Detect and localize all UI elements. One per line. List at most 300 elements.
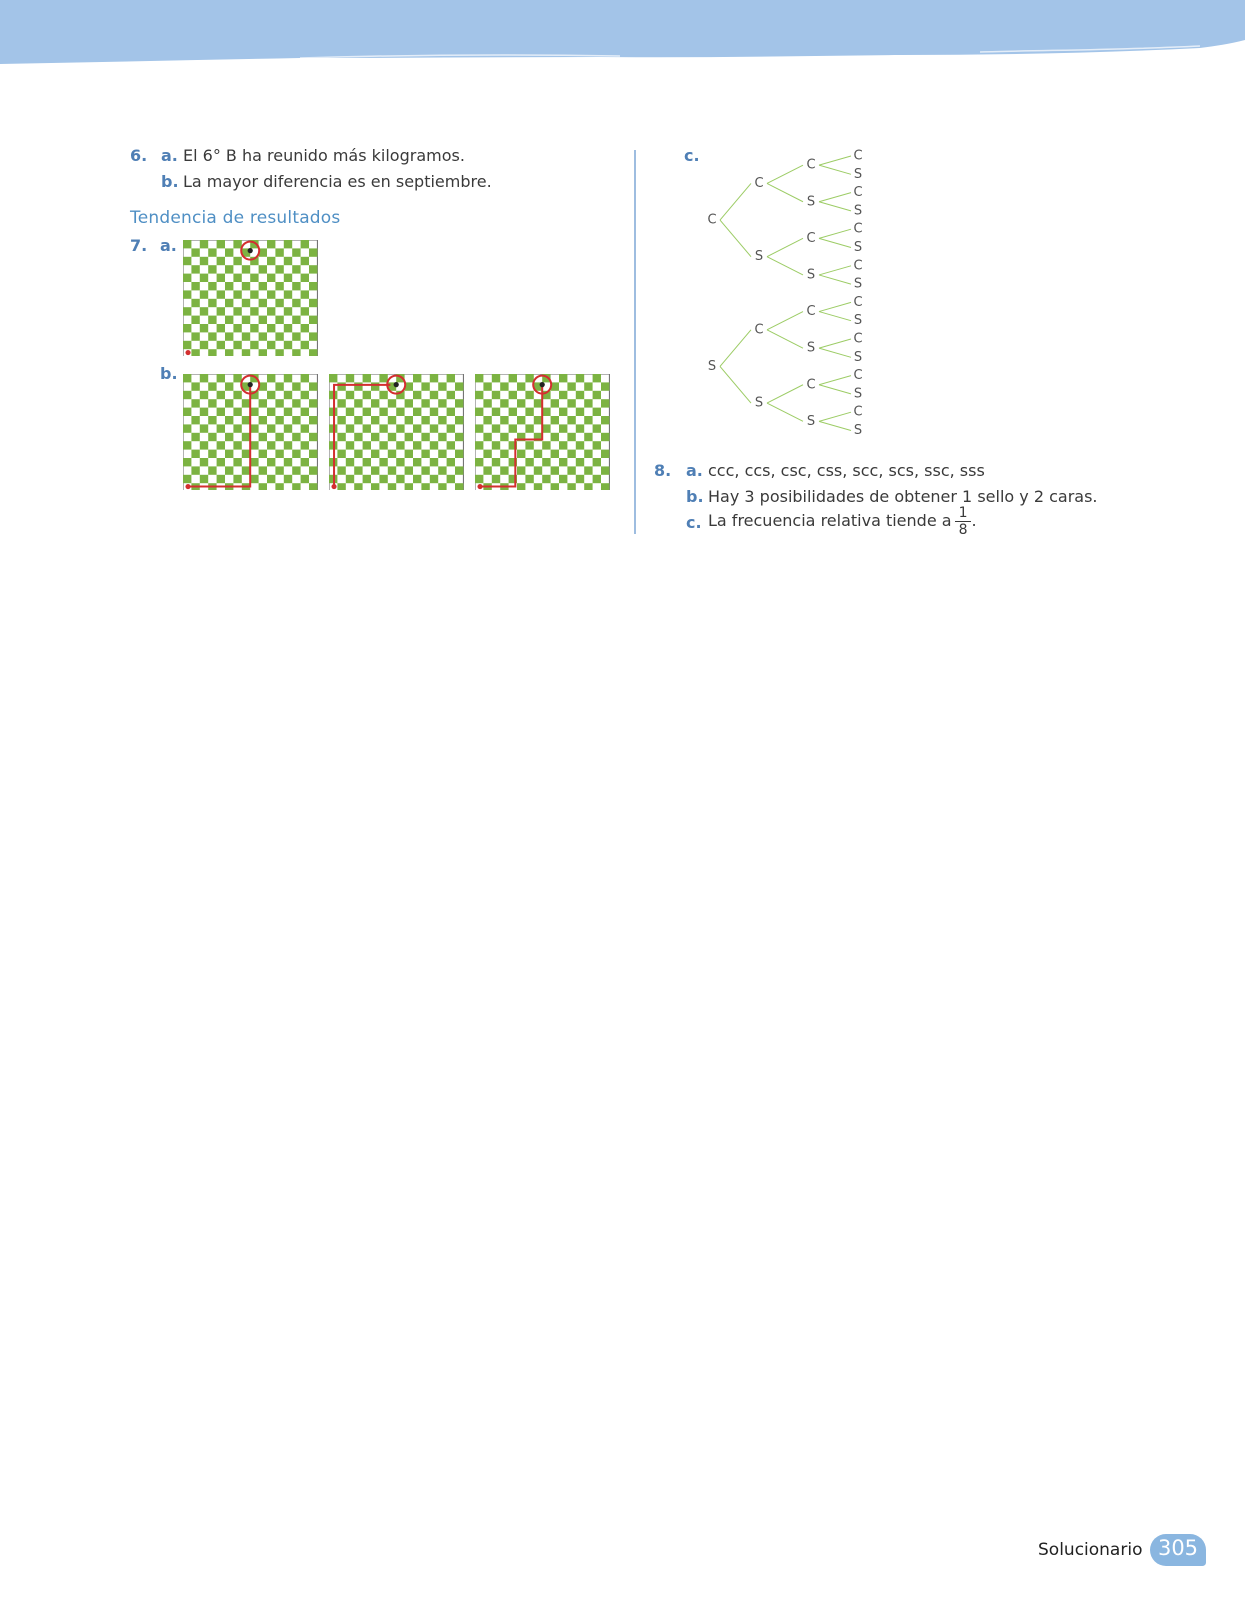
grid-cell xyxy=(346,475,354,483)
grid-cell xyxy=(413,374,421,382)
grid-cell xyxy=(275,248,283,256)
grid-cell xyxy=(388,399,396,407)
grid-cell xyxy=(183,324,191,332)
grid-cell xyxy=(208,316,216,324)
grid-cell xyxy=(379,391,387,399)
grid-cell xyxy=(447,424,455,432)
tree-branch xyxy=(767,312,803,330)
grid-7b-1 xyxy=(183,374,318,490)
grid-cell xyxy=(208,433,216,441)
answer-6b: La mayor diferencia es en septiembre. xyxy=(183,172,492,191)
grid-cell xyxy=(259,316,267,324)
grid-cell xyxy=(405,433,413,441)
grid-cell xyxy=(551,466,559,474)
grid-cell xyxy=(421,466,429,474)
grid-cell xyxy=(329,374,337,382)
grid-cell xyxy=(413,391,421,399)
grid-cell xyxy=(217,240,225,248)
grid-cell xyxy=(200,475,208,483)
grid-cell xyxy=(267,324,275,332)
grid-cell xyxy=(208,416,216,424)
grid-cell xyxy=(259,466,267,474)
grid-cell xyxy=(284,274,292,282)
grid-cell xyxy=(292,382,300,390)
grid-cell xyxy=(267,290,275,298)
grid-cell xyxy=(371,399,379,407)
header-band xyxy=(0,0,1245,70)
item-letter-8a: a. xyxy=(686,461,703,480)
tree-branch xyxy=(767,238,803,256)
grid-cell xyxy=(551,433,559,441)
tree-node-level4: C xyxy=(853,331,863,347)
grid-cell xyxy=(584,450,592,458)
tree-node-level4: S xyxy=(853,313,863,329)
grid-cell xyxy=(542,441,550,449)
tree-node-level4: S xyxy=(853,166,863,182)
grid-cell xyxy=(284,374,292,382)
tree-branch xyxy=(767,165,803,183)
tree-node-level3: C xyxy=(806,304,816,320)
grid-cell xyxy=(421,450,429,458)
grid-cell xyxy=(455,416,463,424)
grid-cell xyxy=(346,441,354,449)
grid-cell xyxy=(379,458,387,466)
grid-cell xyxy=(421,382,429,390)
grid-cell xyxy=(200,240,208,248)
grid-cell xyxy=(284,475,292,483)
start-dot xyxy=(185,484,190,489)
grid-cell xyxy=(601,483,609,490)
grid-cell xyxy=(250,290,258,298)
grid-cell xyxy=(509,391,517,399)
grid-cell xyxy=(309,466,317,474)
grid-cell xyxy=(292,349,300,356)
grid-cell xyxy=(475,391,483,399)
item-letter-8b: b. xyxy=(686,487,704,506)
grid-cell xyxy=(191,450,199,458)
grid-cell xyxy=(475,475,483,483)
grid-cell xyxy=(225,433,233,441)
grid-cell xyxy=(309,349,317,356)
tree-node-level3: S xyxy=(806,413,816,429)
grid-cell xyxy=(584,399,592,407)
grid-cell xyxy=(551,399,559,407)
tree-node-level2: C xyxy=(754,322,764,338)
grid-cell xyxy=(292,483,300,490)
tree-node-level4: C xyxy=(853,185,863,201)
grid-cell xyxy=(208,399,216,407)
grid-cell xyxy=(455,450,463,458)
grid-cell xyxy=(225,450,233,458)
grid-cell xyxy=(483,382,491,390)
answer-8c-text: La frecuencia relativa tiende a xyxy=(708,511,952,530)
grid-cell xyxy=(233,475,241,483)
grid-cell xyxy=(233,274,241,282)
tree-node-level4: S xyxy=(853,276,863,292)
grid-cell xyxy=(405,450,413,458)
tree-branch xyxy=(819,376,851,385)
grid-cell xyxy=(275,349,283,356)
grid-cell xyxy=(225,399,233,407)
grid-cell xyxy=(525,391,533,399)
grid-cell xyxy=(275,332,283,340)
grid-cell xyxy=(584,483,592,490)
grid-cell xyxy=(455,382,463,390)
tree-branch xyxy=(819,385,851,394)
grid-cell xyxy=(309,265,317,273)
grid-cell xyxy=(225,265,233,273)
tree-node-level3: C xyxy=(806,230,816,246)
grid-cell xyxy=(354,466,362,474)
grid-cell xyxy=(388,416,396,424)
grid-cell xyxy=(217,391,225,399)
grid-cell xyxy=(371,416,379,424)
grid-cell xyxy=(430,391,438,399)
grid-cell xyxy=(559,391,567,399)
grid-cell xyxy=(259,349,267,356)
grid-cell xyxy=(337,466,345,474)
grid-cell xyxy=(542,408,550,416)
tree-branch xyxy=(767,183,803,201)
page-number: 305 xyxy=(1157,1536,1199,1560)
grid-cell xyxy=(534,450,542,458)
grid-cell xyxy=(551,450,559,458)
grid-cell xyxy=(346,374,354,382)
grid-cell xyxy=(483,416,491,424)
grid-cell xyxy=(430,408,438,416)
grid-cell xyxy=(217,341,225,349)
grid-cell xyxy=(421,399,429,407)
grid-cell xyxy=(354,382,362,390)
grid-cell xyxy=(242,299,250,307)
grid-cell xyxy=(217,324,225,332)
grid-cell xyxy=(447,374,455,382)
grid-cell xyxy=(242,282,250,290)
grid-cell xyxy=(413,424,421,432)
grid-cell xyxy=(371,450,379,458)
grid-cell xyxy=(250,441,258,449)
grid-cell xyxy=(259,282,267,290)
grid-cell xyxy=(267,240,275,248)
grid-cell xyxy=(447,458,455,466)
grid-cell xyxy=(413,475,421,483)
grid-cell xyxy=(301,408,309,416)
grid-cell xyxy=(217,441,225,449)
grid-cell xyxy=(379,441,387,449)
grid-cell xyxy=(301,307,309,315)
grid-cell xyxy=(455,399,463,407)
start-dot xyxy=(477,484,482,489)
grid-cell xyxy=(259,399,267,407)
tree-node-level4: S xyxy=(853,423,863,438)
grid-cell xyxy=(183,374,191,382)
grid-cell xyxy=(534,466,542,474)
tree-node-level2: C xyxy=(754,175,764,191)
grid-cell xyxy=(183,391,191,399)
grid-cell xyxy=(233,391,241,399)
grid-cell xyxy=(388,483,396,490)
item-letter-6a: a. xyxy=(161,146,178,165)
question-number-7: 7. xyxy=(130,236,148,255)
grid-cell xyxy=(292,316,300,324)
fraction xyxy=(955,505,972,538)
probability-tree xyxy=(700,148,880,448)
grid-cell xyxy=(183,307,191,315)
grid-cell xyxy=(301,341,309,349)
tree-branch xyxy=(767,403,803,421)
grid-cell xyxy=(208,265,216,273)
grid-cell xyxy=(542,458,550,466)
grid-cell xyxy=(242,450,250,458)
tree-branch xyxy=(819,156,851,165)
grid-cell xyxy=(292,282,300,290)
grid-cell xyxy=(275,382,283,390)
grid-cell xyxy=(267,441,275,449)
grid-cell xyxy=(525,408,533,416)
grid-cell xyxy=(225,299,233,307)
grid-cell xyxy=(301,441,309,449)
tree-branch xyxy=(720,183,751,220)
grid-cell xyxy=(371,466,379,474)
grid-cell xyxy=(284,324,292,332)
grid-cell xyxy=(233,290,241,298)
grid-cell xyxy=(233,458,241,466)
grid-cell xyxy=(292,332,300,340)
grid-cell xyxy=(483,450,491,458)
grid-cell xyxy=(208,282,216,290)
grid-cell xyxy=(430,475,438,483)
grid-cell xyxy=(250,324,258,332)
grid-cell xyxy=(309,282,317,290)
grid-cell xyxy=(233,408,241,416)
grid-cell xyxy=(200,257,208,265)
grid-cell xyxy=(301,257,309,265)
grid-cell xyxy=(267,475,275,483)
tree-node-level2: S xyxy=(754,395,764,411)
grid-cell xyxy=(267,374,275,382)
grid-cell xyxy=(601,433,609,441)
grid-cell xyxy=(233,341,241,349)
grid-cell xyxy=(337,433,345,441)
grid-cell xyxy=(405,466,413,474)
grid-cell xyxy=(534,416,542,424)
tree-branch xyxy=(819,312,851,321)
grid-cell xyxy=(379,408,387,416)
tree-node-level4: S xyxy=(853,386,863,402)
grid-cell xyxy=(217,307,225,315)
grid-cell xyxy=(601,450,609,458)
grid-cell xyxy=(525,458,533,466)
grid-cell xyxy=(225,282,233,290)
tree-branch xyxy=(819,275,851,284)
grid-cell xyxy=(438,466,446,474)
grid-cell xyxy=(259,483,267,490)
grid-cell xyxy=(455,483,463,490)
grid-cell xyxy=(525,441,533,449)
grid-cell xyxy=(534,399,542,407)
question-number-8: 8. xyxy=(654,461,672,480)
grid-cell xyxy=(593,424,601,432)
grid-cell xyxy=(405,483,413,490)
grid-cell xyxy=(405,399,413,407)
grid-cell xyxy=(413,441,421,449)
grid-cell xyxy=(354,450,362,458)
grid-cell xyxy=(601,399,609,407)
grid-cell xyxy=(379,475,387,483)
answer-8c xyxy=(708,505,977,538)
grid-cell xyxy=(183,290,191,298)
grid-cell xyxy=(259,450,267,458)
grid-cell xyxy=(438,416,446,424)
grid-cell xyxy=(217,257,225,265)
grid-cell xyxy=(292,466,300,474)
grid-cell xyxy=(233,307,241,315)
grid-cell xyxy=(430,374,438,382)
grid-cell xyxy=(309,433,317,441)
grid-cell xyxy=(242,316,250,324)
grid-cell xyxy=(483,399,491,407)
grid-cell xyxy=(517,450,525,458)
grid-cell xyxy=(309,382,317,390)
grid-cell xyxy=(354,416,362,424)
tree-branch xyxy=(767,330,803,348)
grid-cell xyxy=(337,416,345,424)
item-letter-6b: b. xyxy=(161,172,179,191)
grid-cell xyxy=(250,307,258,315)
grid-cell xyxy=(242,332,250,340)
grid-cell xyxy=(509,374,517,382)
grid-cell xyxy=(233,324,241,332)
grid-cell xyxy=(200,324,208,332)
grid-cell xyxy=(301,274,309,282)
item-letter-8c: c. xyxy=(686,513,702,532)
tree-node-level4: C xyxy=(853,148,863,164)
grid-cell xyxy=(183,458,191,466)
grid-cell xyxy=(500,399,508,407)
grid-cell xyxy=(200,341,208,349)
grid-cell xyxy=(191,382,199,390)
grid-cell xyxy=(405,416,413,424)
grid-cell xyxy=(567,466,575,474)
grid-cell xyxy=(576,475,584,483)
grid-cell xyxy=(601,466,609,474)
fraction-denominator: 8 xyxy=(958,522,968,538)
tree-branch xyxy=(819,302,851,311)
grid-cell xyxy=(492,374,500,382)
grid-cell xyxy=(267,307,275,315)
grid-cell xyxy=(475,458,483,466)
grid-cell xyxy=(396,475,404,483)
grid-cell xyxy=(525,424,533,432)
answer-8a: ccc, ccs, csc, css, scc, scs, ssc, sss xyxy=(708,461,985,480)
grid-cell xyxy=(191,299,199,307)
grid-cell xyxy=(191,332,199,340)
grid-cell xyxy=(267,257,275,265)
grid-cell xyxy=(191,349,199,356)
grid-cell xyxy=(337,450,345,458)
tree-branch xyxy=(720,220,751,257)
grid-cell xyxy=(567,450,575,458)
tree-node-level1: C xyxy=(707,212,717,228)
grid-cell xyxy=(267,408,275,416)
grid-cell xyxy=(250,458,258,466)
tree-node-level4: C xyxy=(853,368,863,384)
grid-cell xyxy=(542,424,550,432)
grid-cell xyxy=(259,299,267,307)
grid-cell xyxy=(559,458,567,466)
grid-cell xyxy=(259,332,267,340)
grid-cell xyxy=(200,290,208,298)
grid-cell xyxy=(191,316,199,324)
grid-cell xyxy=(396,441,404,449)
grid-cell xyxy=(284,441,292,449)
grid-cell xyxy=(275,282,283,290)
grid-cell xyxy=(455,433,463,441)
tree-node-level4: S xyxy=(853,349,863,365)
grid-cell xyxy=(576,391,584,399)
grid-cell xyxy=(388,466,396,474)
grid-cell xyxy=(509,424,517,432)
grid-cell xyxy=(225,316,233,324)
grid-7a xyxy=(183,240,318,356)
grid-cell xyxy=(191,265,199,273)
grid-cell xyxy=(183,274,191,282)
footer-label: Solucionario xyxy=(1038,1540,1143,1560)
grid-cell xyxy=(301,391,309,399)
grid-cell xyxy=(492,391,500,399)
grid-cell xyxy=(413,458,421,466)
grid-cell xyxy=(438,382,446,390)
grid-cell xyxy=(267,274,275,282)
grid-cell xyxy=(217,475,225,483)
grid-cell xyxy=(337,483,345,490)
tree-branch xyxy=(819,202,851,211)
grid-cell xyxy=(250,424,258,432)
grid-cell xyxy=(371,382,379,390)
grid-cell xyxy=(593,391,601,399)
grid-cell xyxy=(388,433,396,441)
grid-cell xyxy=(500,466,508,474)
grid-cell xyxy=(475,441,483,449)
grid-cell xyxy=(593,374,601,382)
grid-cell xyxy=(363,408,371,416)
grid-cell xyxy=(492,408,500,416)
grid-cell xyxy=(500,416,508,424)
answer-8c-end: . xyxy=(971,511,977,530)
tree-node-level4: C xyxy=(853,404,863,420)
grid-cell xyxy=(200,391,208,399)
grid-cell xyxy=(284,408,292,416)
grid-cell xyxy=(191,416,199,424)
grid-cell xyxy=(517,466,525,474)
grid-cell xyxy=(208,349,216,356)
tree-branch xyxy=(819,339,851,348)
grid-cell xyxy=(217,458,225,466)
grid-cell xyxy=(363,424,371,432)
grid-cell xyxy=(200,441,208,449)
grid-cell xyxy=(517,382,525,390)
grid-cell xyxy=(559,408,567,416)
grid-cell xyxy=(183,441,191,449)
grid-cell xyxy=(396,408,404,416)
grid-cell xyxy=(200,408,208,416)
grid-cell xyxy=(183,240,191,248)
tree-branch xyxy=(819,421,851,430)
grid-cell xyxy=(267,341,275,349)
grid-cell xyxy=(250,274,258,282)
grid-cell xyxy=(354,399,362,407)
grid-cell xyxy=(242,349,250,356)
